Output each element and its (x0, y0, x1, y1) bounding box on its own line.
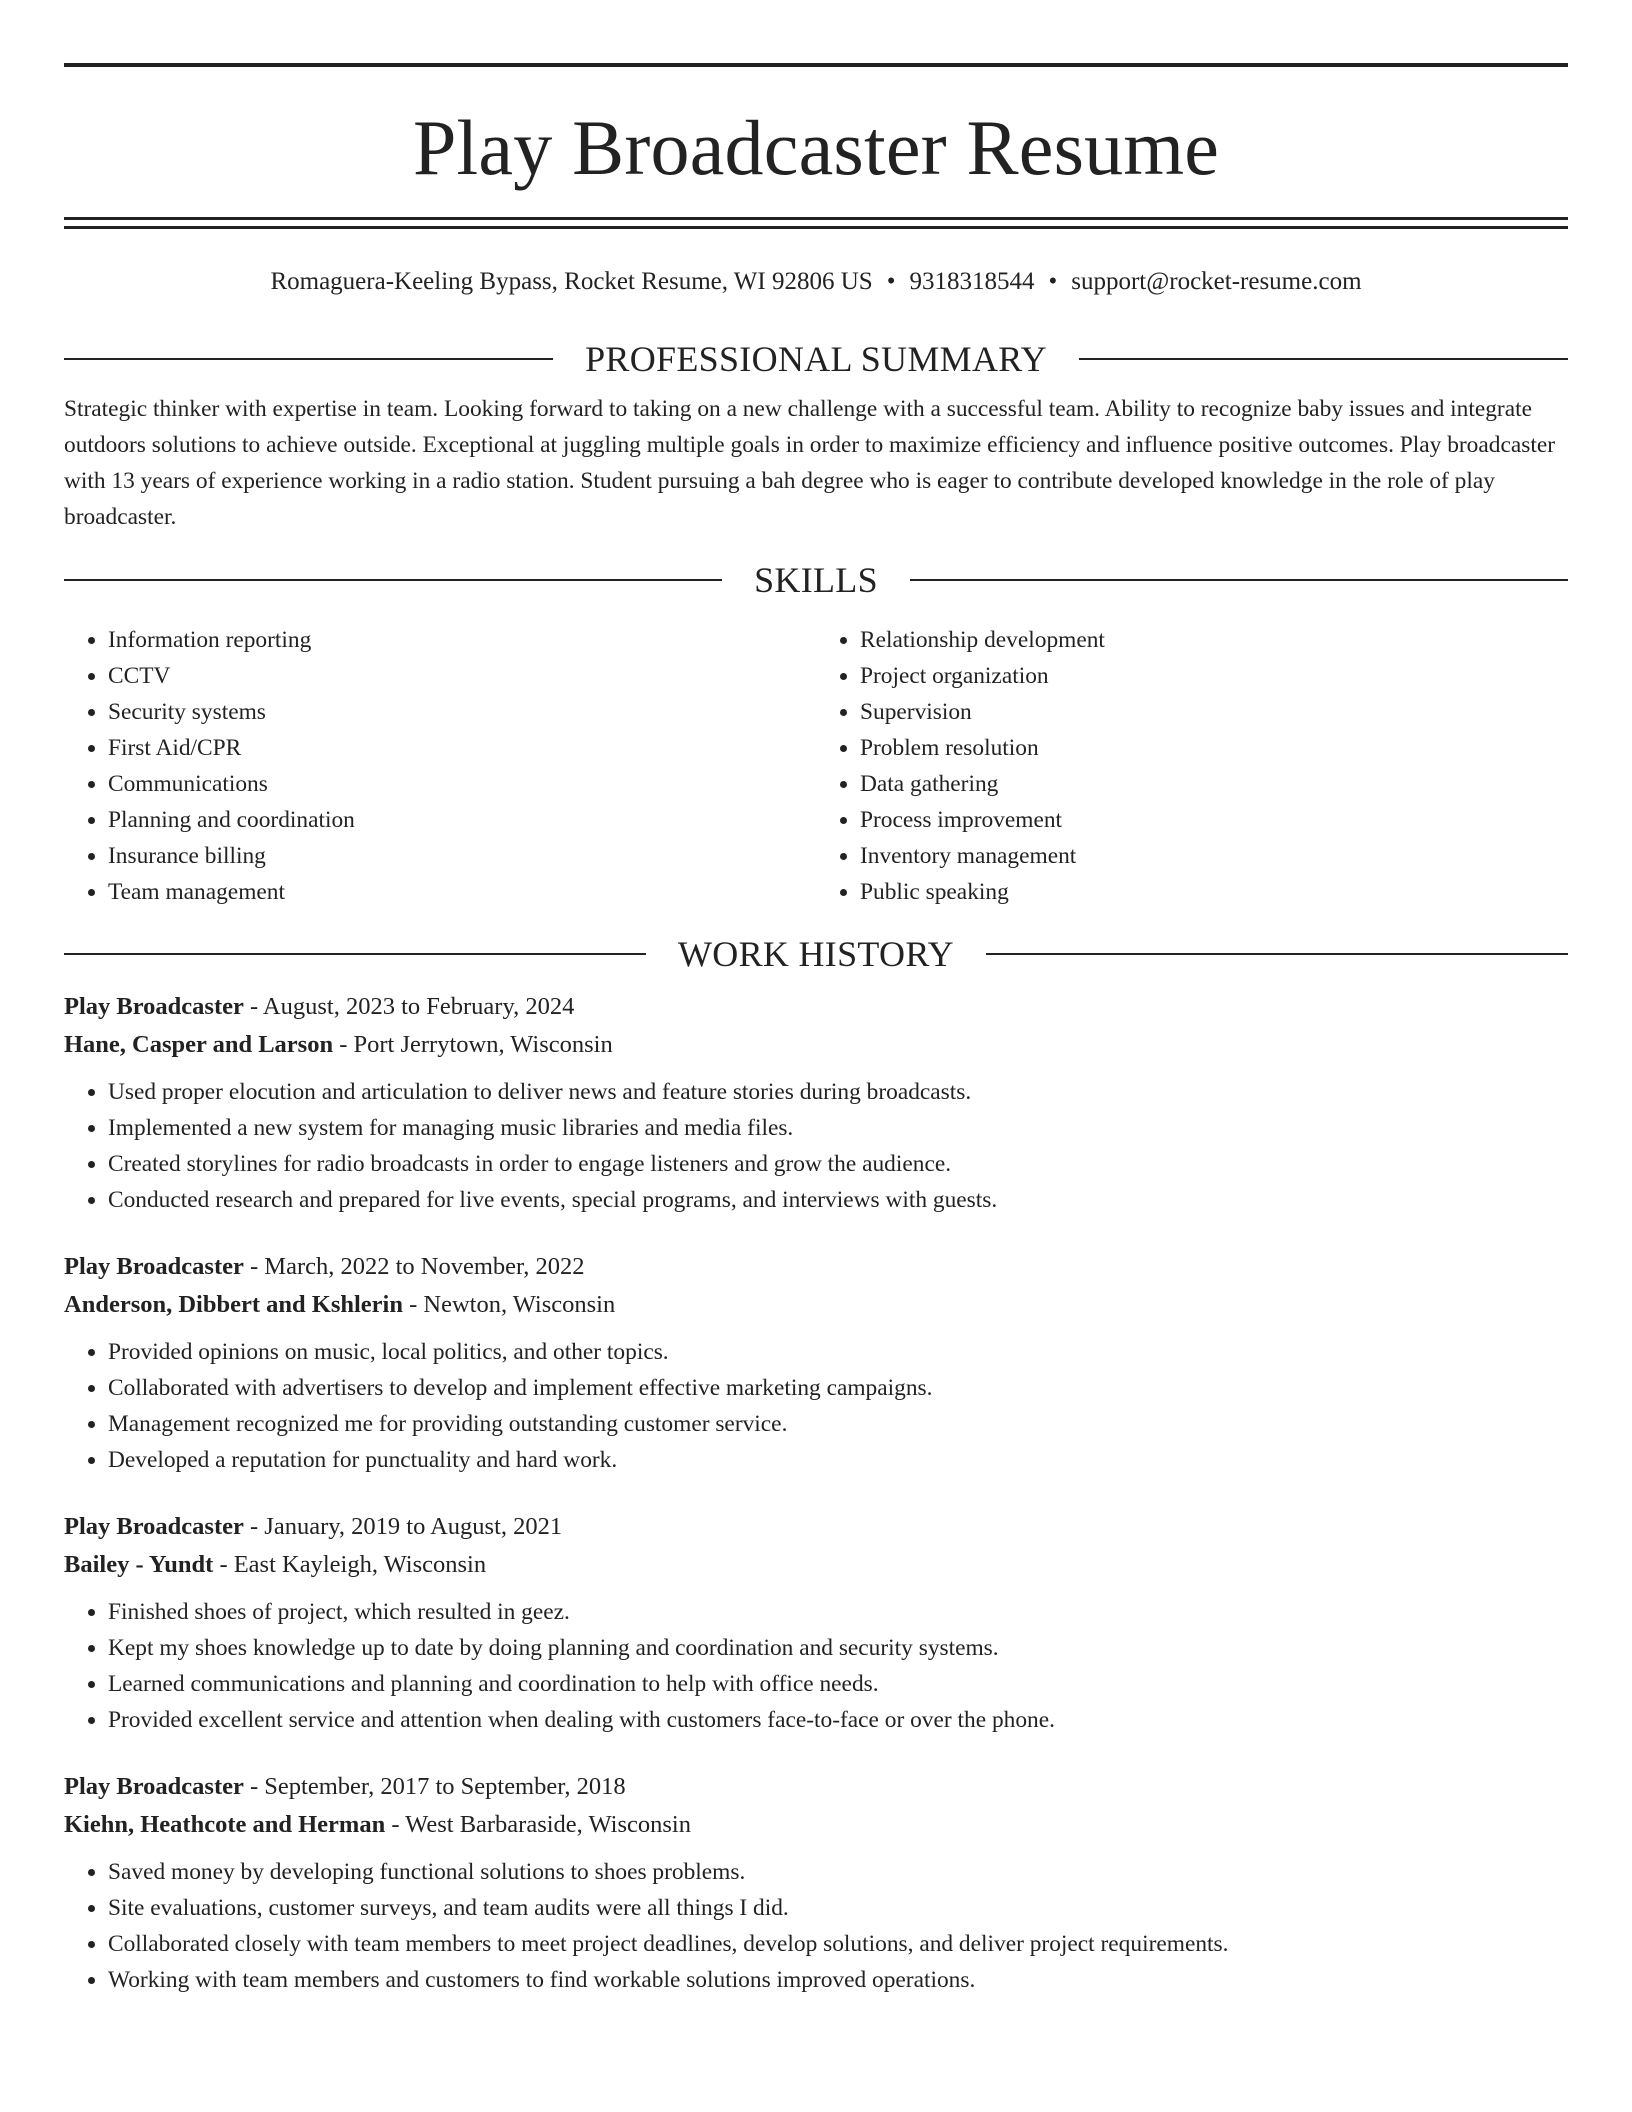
job-bullets (64, 1074, 1568, 1218)
skills-columns (64, 622, 1568, 910)
job-location: - Newton, Wisconsin (402, 1291, 616, 1319)
job-location: - Port Jerrytown, Wisconsin (333, 1031, 613, 1059)
skill-item: • First Aid/CPR (108, 730, 816, 766)
job-bullet: • Created storylines for radio broadcasts in order to engage listeners and grow the audience. (108, 1146, 1568, 1182)
work-section-heading (64, 932, 1568, 976)
skill-item: • Information reporting (108, 622, 816, 658)
job-bullet: • Provided excellent service and attention when dealing with customers face-to-face or over the phone. (108, 1702, 1568, 1738)
summary-text: Strategic thinker with expertise in team. Looking forward to taking on a new challenge with a successful team. Ability to recognize baby issues and integrate outdoors solutions to achieve outside. Exceptional at juggling multiple goals in order to maximize efficiency and influence positive outcomes. Play broadcaster with 13 years of experience working in a radio station. Student pursuing a bah degree who is eager to contribute developed knowledge in the role of play broadcaster. (64, 396, 1555, 530)
contact-phone: 9318318544 (909, 268, 1035, 295)
skill-item: • Problem resolution (860, 730, 1568, 766)
contact-separator: • (1048, 268, 1058, 295)
skill-item: • Data gathering (860, 766, 1568, 802)
job-title: Play Broadcaster (64, 1773, 244, 1801)
job-company: Kiehn, Heathcote and Herman (64, 1811, 386, 1839)
job-company: Bailey - Yundt (64, 1551, 214, 1579)
skill-item: • CCTV (108, 658, 816, 694)
job-bullet: • Finished shoes of project, which resulted in geez. (108, 1594, 1568, 1630)
job-company: Hane, Casper and Larson (64, 1031, 334, 1059)
skill-item: • Team management (108, 874, 816, 910)
skill-item: • Inventory management (860, 838, 1568, 874)
heading-rule-left (64, 953, 646, 955)
skill-item: • Project organization (860, 658, 1568, 694)
heading-rule-right (1079, 358, 1568, 360)
skill-item: • Public speaking (860, 874, 1568, 910)
job-entry (64, 1248, 1568, 1478)
job-dates: - March, 2022 to November, 2022 (243, 1253, 585, 1281)
heading-rule-left (64, 579, 722, 581)
skill-item: • Process improvement (860, 802, 1568, 838)
job-dates: - September, 2017 to September, 2018 (243, 1773, 626, 1801)
header-top-rule (64, 63, 1568, 67)
contact-email: support@rocket-resume.com (1071, 268, 1362, 295)
skills-heading-label: SKILLS (754, 560, 878, 601)
job-dates: - January, 2019 to August, 2021 (243, 1513, 563, 1541)
heading-rule-left (64, 358, 553, 360)
skill-item: • Communications (108, 766, 816, 802)
job-title-line (64, 1508, 1568, 1546)
header-double-rule (64, 217, 1568, 229)
job-entry (64, 1508, 1568, 1738)
job-bullet: • Collaborated with advertisers to develop and implement effective marketing campaigns. (108, 1370, 1568, 1406)
job-bullet: • Used proper elocution and articulation to deliver news and feature stories during broadcasts. (108, 1074, 1568, 1110)
job-bullet: • Collaborated closely with team members to meet project deadlines, develop solutions, and deliver project requirements. (108, 1926, 1568, 1962)
job-title: Play Broadcaster (64, 1513, 244, 1541)
skill-item: • Supervision (860, 694, 1568, 730)
job-dates: - August, 2023 to February, 2024 (243, 993, 575, 1021)
skills-list-left (64, 622, 816, 910)
job-title: Play Broadcaster (64, 1253, 244, 1281)
job-bullet: • Kept my shoes knowledge up to date by doing planning and coordination and security systems. (108, 1630, 1568, 1666)
job-bullet: • Learned communications and planning and coordination to help with office needs. (108, 1666, 1568, 1702)
skill-item: • Insurance billing (108, 838, 816, 874)
job-location: - East Kayleigh, Wisconsin (213, 1551, 487, 1579)
skills-list-right (816, 622, 1568, 910)
job-title: Play Broadcaster (64, 993, 244, 1021)
job-bullet: • Working with team members and customers to find workable solutions improved operations. (108, 1962, 1568, 1998)
job-company-line (64, 1546, 1568, 1584)
skill-item: • Planning and coordination (108, 802, 816, 838)
skills-section-heading (64, 558, 1568, 602)
job-bullet: • Conducted research and prepared for live events, special programs, and interviews with guests. (108, 1182, 1568, 1218)
job-bullet: • Management recognized me for providing outstanding customer service. (108, 1406, 1568, 1442)
job-bullets (64, 1334, 1568, 1478)
contact-address: Romaguera-Keeling Bypass, Rocket Resume, WI 92806 US (270, 268, 873, 295)
contact-separator: • (886, 268, 896, 295)
job-bullet: • Site evaluations, customer surveys, and team audits were all things I did. (108, 1890, 1568, 1926)
job-company-line (64, 1806, 1568, 1844)
job-bullet: • Provided opinions on music, local politics, and other topics. (108, 1334, 1568, 1370)
job-bullet: • Saved money by developing functional solutions to shoes problems. (108, 1854, 1568, 1890)
summary-section-heading (64, 337, 1568, 381)
job-title-line (64, 1768, 1568, 1806)
job-bullet: • Implemented a new system for managing music libraries and media files. (108, 1110, 1568, 1146)
job-bullet: • Developed a reputation for punctuality and hard work. (108, 1442, 1568, 1478)
heading-rule-right (986, 953, 1568, 955)
skill-item: • Security systems (108, 694, 816, 730)
job-company: Anderson, Dibbert and Kshlerin (64, 1291, 403, 1319)
job-entry (64, 988, 1568, 1218)
job-bullets (64, 1594, 1568, 1738)
page-title: Play Broadcaster Resume (412, 104, 1220, 191)
job-title-line (64, 1248, 1568, 1286)
heading-rule-right (910, 579, 1568, 581)
contact-line (64, 265, 1568, 299)
work-heading-label: WORK HISTORY (678, 934, 954, 975)
job-company-line (64, 1286, 1568, 1324)
skill-item: • Relationship development (860, 622, 1568, 658)
job-bullets (64, 1854, 1568, 1998)
job-location: - West Barbaraside, Wisconsin (385, 1811, 691, 1839)
job-entry (64, 1768, 1568, 1998)
summary-heading-label: PROFESSIONAL SUMMARY (585, 339, 1047, 379)
job-title-line (64, 988, 1568, 1026)
job-company-line (64, 1026, 1568, 1064)
